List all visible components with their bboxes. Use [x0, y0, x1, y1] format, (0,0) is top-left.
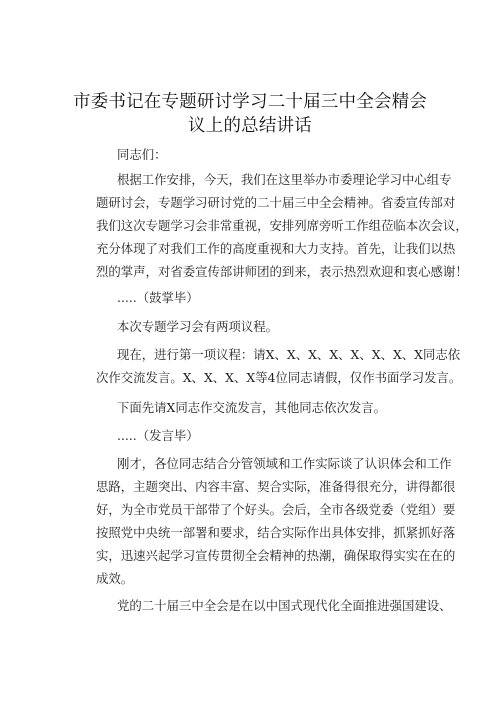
- stage-note-speeches: [96, 424, 436, 447]
- paragraph-line: 刚才，各位同志结合分管领域和工作实际谈了认识体会和工作: [117, 456, 452, 471]
- paragraph-line: 现在，进行第一项议程：请X、X、X、X、X、X、X、X同志依: [117, 347, 461, 362]
- paragraph-line: 题研讨会，专题学习研讨党的二十届三中全会精神。省委宣传部对: [96, 195, 456, 210]
- paragraph-line: 实，迅速兴起学习宣传贯彻全会精神的热潮，确保取得实实在在的: [96, 548, 456, 563]
- document-title-line-1: 市委书记在专题研讨学习二十届三中全会精会: [73, 92, 427, 112]
- stage-note-applause: [96, 286, 436, 309]
- paragraph-line: 思路，主题突出、内容丰富、契合实际，准备得很充分，讲得都很: [96, 479, 456, 494]
- paragraph-line: 下面先请X同志作交流发言，其他同志依次发言。: [117, 400, 387, 415]
- paragraph-line: 党的二十届三中全会是在以中国式现代化全面推进强国建设、: [117, 598, 452, 613]
- salutation-text: 同志们：: [117, 147, 167, 162]
- paragraph-line: 烈的掌声，对省委宣传部讲师团的到来，表示热烈欢迎和衷心感谢！: [96, 264, 468, 279]
- paragraph-line: 次作交流发言。X、X、X、X等4位同志请假，仅作书面学习发言。: [96, 370, 462, 385]
- stage-note-text: .....（鼓掌毕）: [117, 290, 199, 305]
- paragraph-summary: [96, 452, 456, 590]
- paragraph-line: 根据工作安排，今天，我们在这里举办市委理论学习中心组专: [117, 172, 452, 187]
- salutation: [96, 143, 436, 166]
- document-title-line-2: 议上的总结讲话: [188, 116, 312, 136]
- paragraph-agenda: [96, 315, 436, 338]
- paragraph-line: 按照党中央统一部署和要求，结合实际作出具体安排，抓紧抓好落: [96, 525, 456, 540]
- paragraph-line: 本次专题学习会有两项议程。: [117, 319, 279, 334]
- paragraph-line: 成效。: [96, 571, 134, 586]
- paragraph-speakers: [96, 396, 436, 419]
- paragraph-first-item: [96, 343, 462, 389]
- paragraph-opening: [96, 168, 468, 283]
- paragraph-plenum: [96, 594, 452, 617]
- paragraph-line: 充分体现了对我们工作的高度重视和大力支持。首先，让我们以热: [96, 241, 456, 256]
- stage-note-text: .....（发言毕）: [117, 428, 199, 443]
- paragraph-line: 我们这次专题学习会非常重视，安排列席旁听工作组莅临本次会议，: [96, 218, 468, 233]
- paragraph-line: 好，为全市党员干部带了个好头。会后，全市各级党委（党组）要: [96, 502, 456, 517]
